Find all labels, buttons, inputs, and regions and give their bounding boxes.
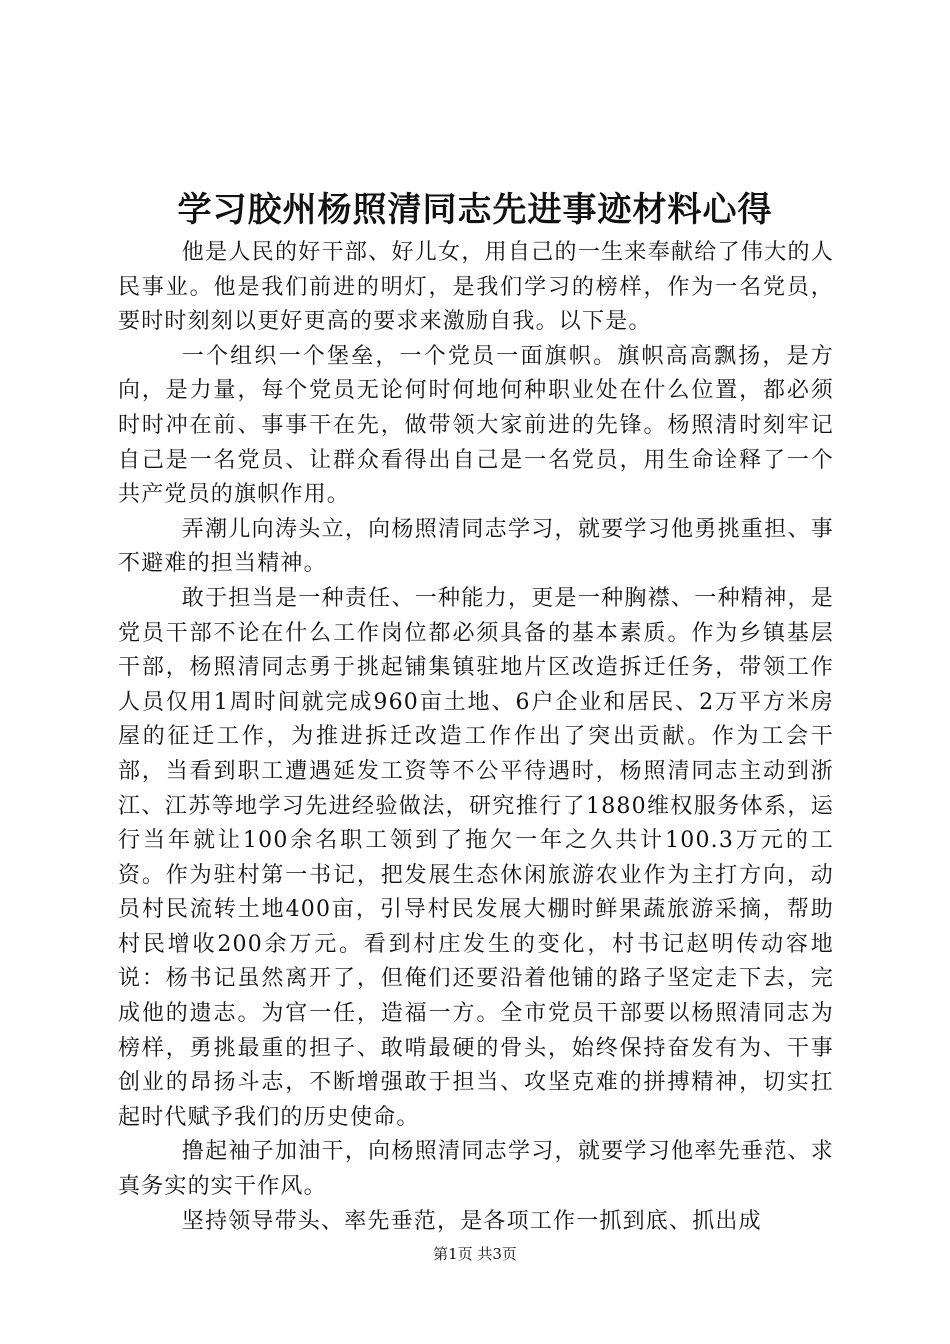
paragraph-5: 撸起袖子加油干，向杨照清同志学习，就要学习他率先垂范、求真务实的实干作风。 [118,1139,834,1200]
paragraph-6: 坚持领导带头、率先垂范，是各项工作一抓到底、抓出成 [181,1208,762,1234]
document-title: 学习胶州杨照清同志先进事迹材料心得 [177,190,773,230]
paragraph-2: 一个组织一个堡垒，一个党员一面旗帜。旗帜高高飘扬，是方向，是力量，每个党员无论何时何地何种职业处在什么位置，都必须时时冲在前、事事干在先，做带领大家前进的先锋。杨照清时刻牢记自己是一名党员、让群众看得出自己是一名党员，用生命诠释了一个共产党员的旗帜作用。 [118,343,834,508]
paragraph-1: 他是人民的好干部、好儿女，用自己的一生来奉献给了伟大的人民事业。他是我们前进的明灯，是我们学习的榜样，作为一名党员，要时时刻刻以更好更高的要求来激励自我。以下是。 [118,240,834,335]
paragraph-3: 弄潮儿向涛头立，向杨照清同志学习，就要学习他勇挑重担、事不避难的担当精神。 [118,516,834,577]
document-body [118,236,834,1239]
paragraph-4: 敢于担当是一种责任、一种能力，更是一种胸襟、一种精神，是党员干部不论在什么工作岗位都必须具备的基本素质。作为乡镇基层干部，杨照清同志勇于挑起铺集镇驻地片区改造拆迁任务，带领工作人员仅用1周时间就完成960亩土地、6户企业和居民、2万平方米房屋的征迁工作，为推进拆迁改造工作作出了突出贡献。作为工会干部，当看到职工遭遇延发工资等不公平待遇时，杨照清同志主动到浙江、江苏等地学习先进经验做法，研究推行了1880维权服务体系，运行当年就让100余名职工领到了拖欠一年之久共计100.3万元的工资。作为驻村第一书记，把发展生态休闲旅游农业作为主打方向，动员村民流转土地400亩，引导村民发展大棚时鲜果蔬旅游采摘，帮助村民增收200余万元。看到村庄发生的变化，村书记赵明传动容地说：杨书记虽然离开了，但俺们还要沿着他铺的路子坚定走下去，完成他的遗志。为官一任，造福一方。全市党员干部要以杨照清同志为榜样，勇挑最重的担子、敢啃最硬的骨头，始终保持奋发有为、干事创业的昂扬斗志，不断增强敢于担当、攻坚克难的拼搏精神，切实扛起时代赋予我们的历史使命。 [118,585,834,1130]
page-footer: 第1页 共3页 [433,1245,517,1263]
